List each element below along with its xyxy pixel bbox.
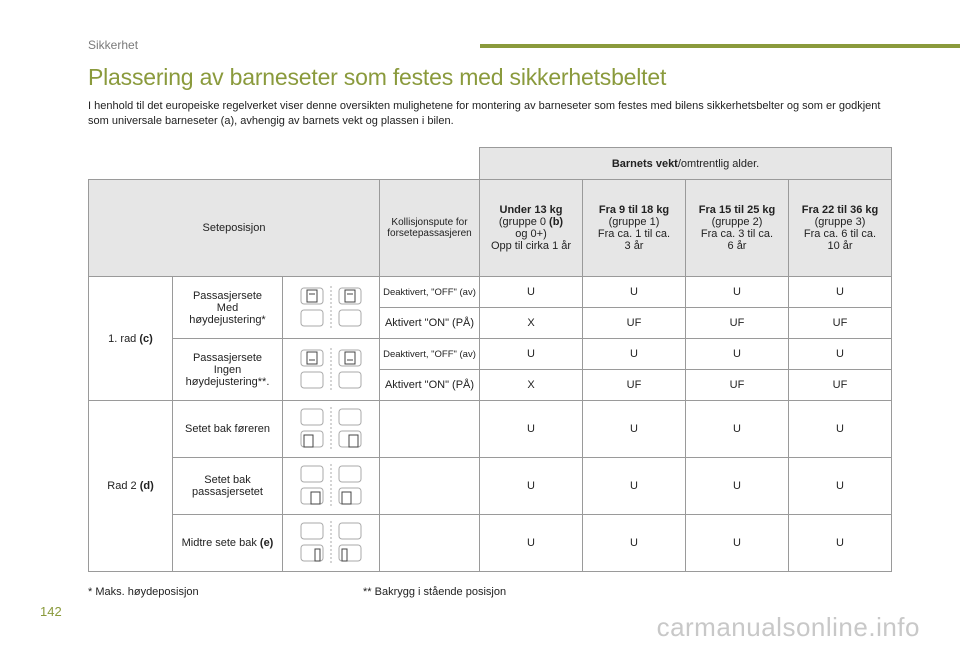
cell-value: U bbox=[583, 458, 686, 515]
seat-front-diagram-icon bbox=[283, 277, 380, 339]
child-seat-table bbox=[88, 147, 892, 572]
table-row bbox=[89, 339, 892, 370]
cell-value: U bbox=[480, 458, 583, 515]
cell-value: U bbox=[789, 458, 892, 515]
seat-rear-diagram-icon bbox=[283, 515, 380, 572]
cell-value: X bbox=[480, 308, 583, 339]
airbag-off-label: Deaktivert, "OFF" (av) bbox=[380, 339, 480, 370]
seat-position-header: Seteposisjon bbox=[89, 180, 380, 277]
table-row bbox=[89, 458, 892, 515]
row-label-front: 1. rad (c) bbox=[89, 277, 173, 401]
cell-value: U bbox=[583, 515, 686, 572]
section-label: Sikkerhet bbox=[88, 38, 139, 52]
cell-value: U bbox=[480, 401, 583, 458]
group-2-header: Fra 15 til 25 kg (gruppe 2) Fra ca. 3 til ca. 6 år bbox=[686, 180, 789, 277]
footnote-2: ** Bakrygg i stående posisjon bbox=[363, 586, 507, 598]
cell-value: U bbox=[480, 339, 583, 370]
cell-value: U bbox=[480, 515, 583, 572]
table-row bbox=[89, 277, 892, 308]
seat-label: Midtre sete bak (e) bbox=[173, 515, 283, 572]
table-row bbox=[89, 515, 892, 572]
seat-rear-diagram-icon bbox=[283, 401, 380, 458]
footnote-1: * Maks. høydeposisjon bbox=[88, 586, 199, 598]
cell-value: U bbox=[686, 458, 789, 515]
row-label-rear: Rad 2 (d) bbox=[89, 401, 173, 572]
cell-value: U bbox=[789, 401, 892, 458]
accent-bar bbox=[480, 44, 960, 48]
seat-label: Setet bak passasjersetet bbox=[173, 458, 283, 515]
cell-value: UF bbox=[583, 308, 686, 339]
cell-value: UF bbox=[789, 370, 892, 401]
cell-value: U bbox=[480, 277, 583, 308]
airbag-off-label: Deaktivert, "OFF" (av) bbox=[380, 277, 480, 308]
group-3-header: Fra 22 til 36 kg (gruppe 3) Fra ca. 6 til ca. 10 år bbox=[789, 180, 892, 277]
weight-header: Barnets vekt/omtrentlig alder. bbox=[480, 148, 892, 180]
table-row bbox=[89, 401, 892, 458]
page-title: Plassering av barneseter som festes med sikkerhetsbeltet bbox=[88, 64, 667, 90]
airbag-empty-cell bbox=[380, 401, 480, 458]
intro-paragraph: I henhold til det europeiske regelverket viser denne oversikten mulighetene for montering av barneseter som festes med bilens sikkerhetsbelter og som er godkjent som universale barneseter (a), avhengig av barnets vekt og plassen i bilen. bbox=[88, 100, 881, 127]
cell-value: U bbox=[583, 339, 686, 370]
airbag-on-label: Aktivert "ON" (PÅ) bbox=[380, 370, 480, 401]
airbag-empty-cell bbox=[380, 458, 480, 515]
cell-value: U bbox=[583, 277, 686, 308]
cell-value: UF bbox=[789, 308, 892, 339]
seat-label: Passasjersete Ingen høydejustering**. bbox=[173, 339, 283, 401]
seat-label: Passasjersete Med høydejustering* bbox=[173, 277, 283, 339]
cell-value: U bbox=[789, 515, 892, 572]
cell-value: U bbox=[686, 277, 789, 308]
group-1-header: Fra 9 til 18 kg (gruppe 1) Fra ca. 1 til ca. 3 år bbox=[583, 180, 686, 277]
seat-label: Setet bak føreren bbox=[173, 401, 283, 458]
cell-value: UF bbox=[583, 370, 686, 401]
airbag-on-label: Aktivert "ON" (PÅ) bbox=[380, 308, 480, 339]
cell-value: U bbox=[686, 339, 789, 370]
cell-value: UF bbox=[686, 308, 789, 339]
cell-value: U bbox=[789, 277, 892, 308]
airbag-empty-cell bbox=[380, 515, 480, 572]
cell-value: X bbox=[480, 370, 583, 401]
page-number: 142 bbox=[40, 604, 62, 619]
watermark: carmanualsonline.info bbox=[656, 612, 920, 642]
airbag-header: Kollisjonspute for forsetepassasjeren bbox=[380, 180, 480, 277]
cell-value: U bbox=[789, 339, 892, 370]
group-0-header: Under 13 kg (gruppe 0 (b) og 0+) Opp til cirka 1 år bbox=[480, 180, 583, 277]
cell-value: UF bbox=[686, 370, 789, 401]
seat-rear-diagram-icon bbox=[283, 458, 380, 515]
seat-front-diagram-icon bbox=[283, 339, 380, 401]
cell-value: U bbox=[686, 515, 789, 572]
cell-value: U bbox=[686, 401, 789, 458]
cell-value: U bbox=[583, 401, 686, 458]
